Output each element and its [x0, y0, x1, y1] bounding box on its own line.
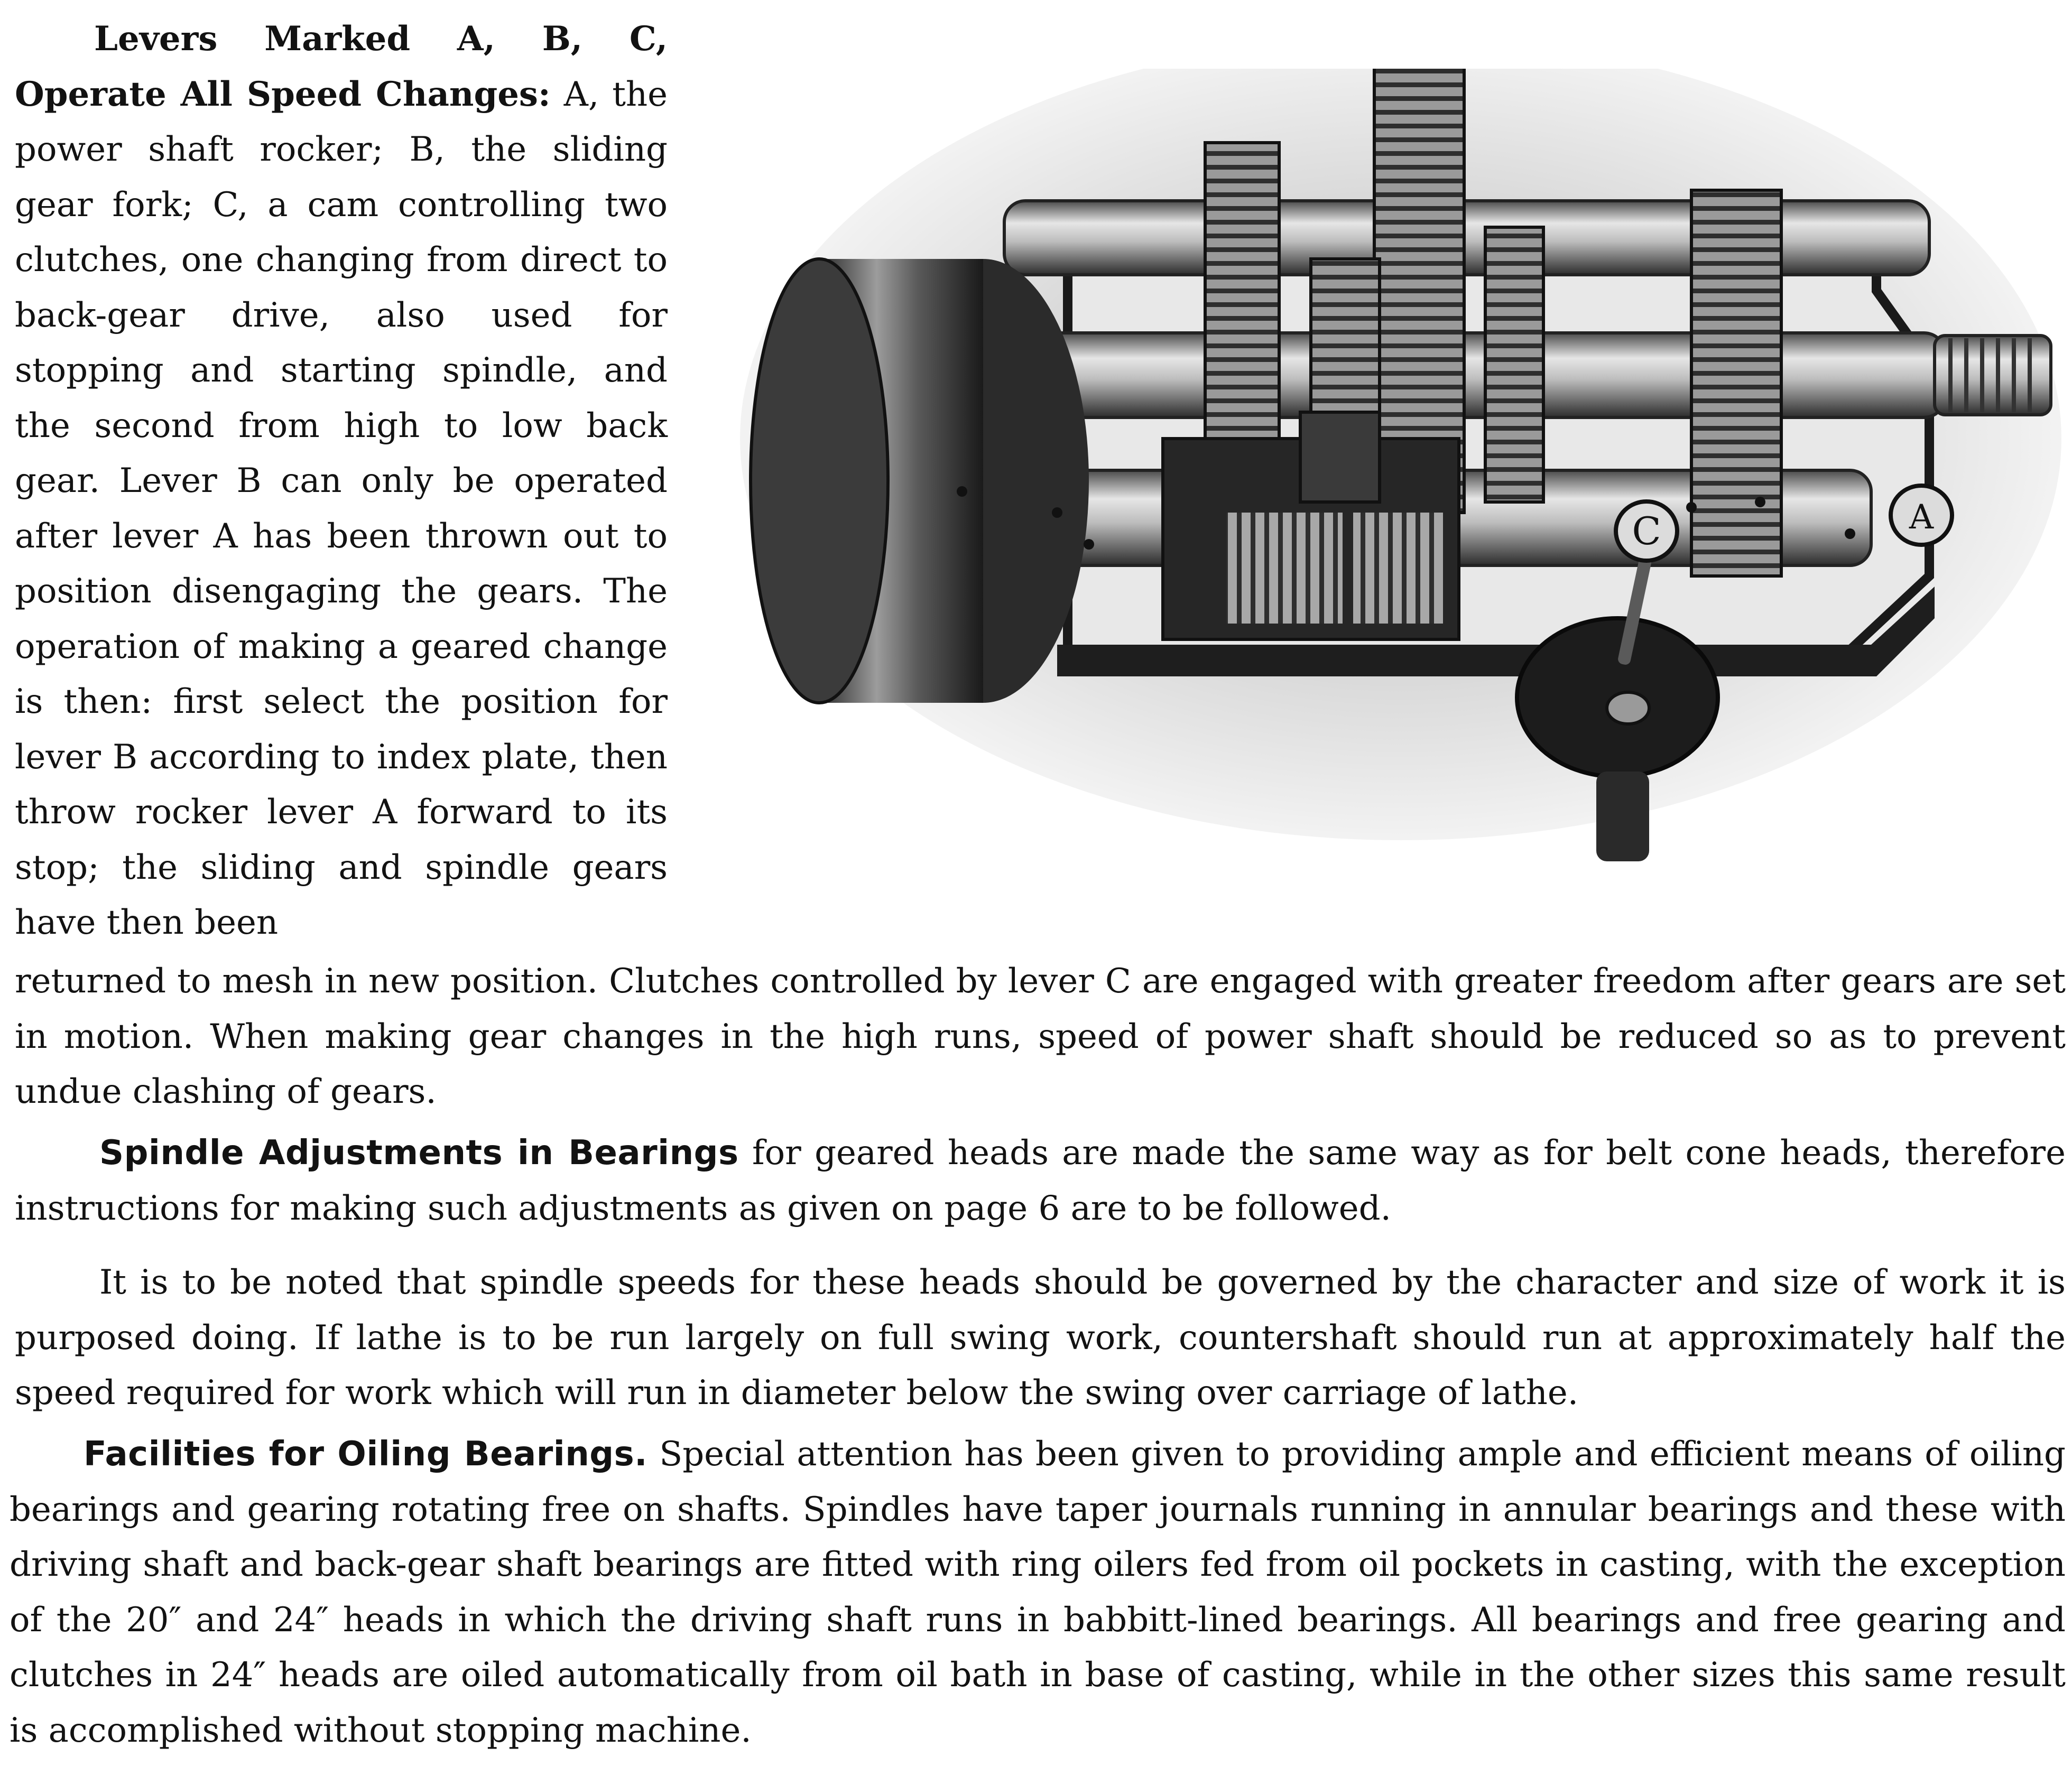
clutch-gear-b [1353, 513, 1443, 624]
label-a [1891, 486, 1952, 545]
oiling-body: Special attention has been given to providing ample and efficient means of oiling bearings and gearing rotating free on shafts. Spindles have taper journals running in annular bearings and these with driving shaft and back-gear shaft bearings are fitted with ring oilers fed from oil pockets in casting, with the exception of the 20″ and 24″ heads in which the driving shaft runs in babbitt-lined bearings. All bearings and free gearing and clutches in 24″ heads are oiled automatically from oil bath in base of casting, while in the other sizes this same result is accomplished without stopping machine. [10, 1435, 2066, 1750]
upper-shaft [1004, 201, 1929, 275]
cam-stem [1596, 772, 1649, 861]
intro-body: A, the power shaft rocker; B, the sliding gear fork; C, a cam controlling two clutches, one changing from direct to back-gear drive, also used for stopping and starting spindle, and the second from high to low back gear. Lever B can only be operated after lever A has been thrown out to position disengaging the gears. The operation of making a geared change is then: first select the position for lever B according to index plate, then throw rocker lever A forward to its stop; the sliding and spindle gears have then been [15, 75, 668, 942]
headstock-illustration [687, 69, 2072, 893]
gear-mid-right [1485, 227, 1543, 502]
spindle-speeds-body: It is to be noted that spindle speeds for these heads should be governed by the character and size of work it is purposed doing. If lathe is to be run largely on full swing work, countershaft should run at approximately half the speed required for work which will run in diameter below the swing over carriage of lathe. [15, 1263, 2066, 1412]
spindle-adjustments-heading: Spindle Adjustments in Bearings [99, 1133, 739, 1173]
label-a-text: A [1909, 498, 1934, 537]
oiling-heading: Facilities for Oiling Bearings. [84, 1435, 648, 1474]
spindle-adjustments-body: for geared heads are made the same way as for belt cone heads, therefore instructions for making such adjustments as given on page 6 are to be followed. [15, 1133, 2066, 1228]
label-c-text: C [1632, 509, 1661, 553]
cam-hub [1607, 692, 1649, 724]
pulley-face [751, 259, 888, 703]
fork-block [1300, 412, 1380, 502]
gear-right [1691, 190, 1781, 576]
headstock-drawing [687, 69, 2072, 893]
paragraph-oiling-bearings [10, 1427, 2066, 1758]
intro-heading: Levers Marked A, B, C, Operate All Speed Changes: [15, 19, 668, 114]
paragraph-spindle-speeds [15, 1255, 2066, 1421]
gear-left-upper [1205, 143, 1279, 439]
clutch-gear-a [1226, 513, 1343, 624]
intro-continuation: returned to mesh in new position. Clutches controlled by lever C are engaged with greater freedom after gears are set in motion. When making gear changes in the high runs, speed of power shaft should be reduced so as to prevent undue clashing of gears. [15, 962, 2066, 1111]
paragraph-spindle-adjustments [15, 1126, 2066, 1236]
intro-paragraph [15, 12, 668, 951]
label-c [1616, 501, 1677, 561]
